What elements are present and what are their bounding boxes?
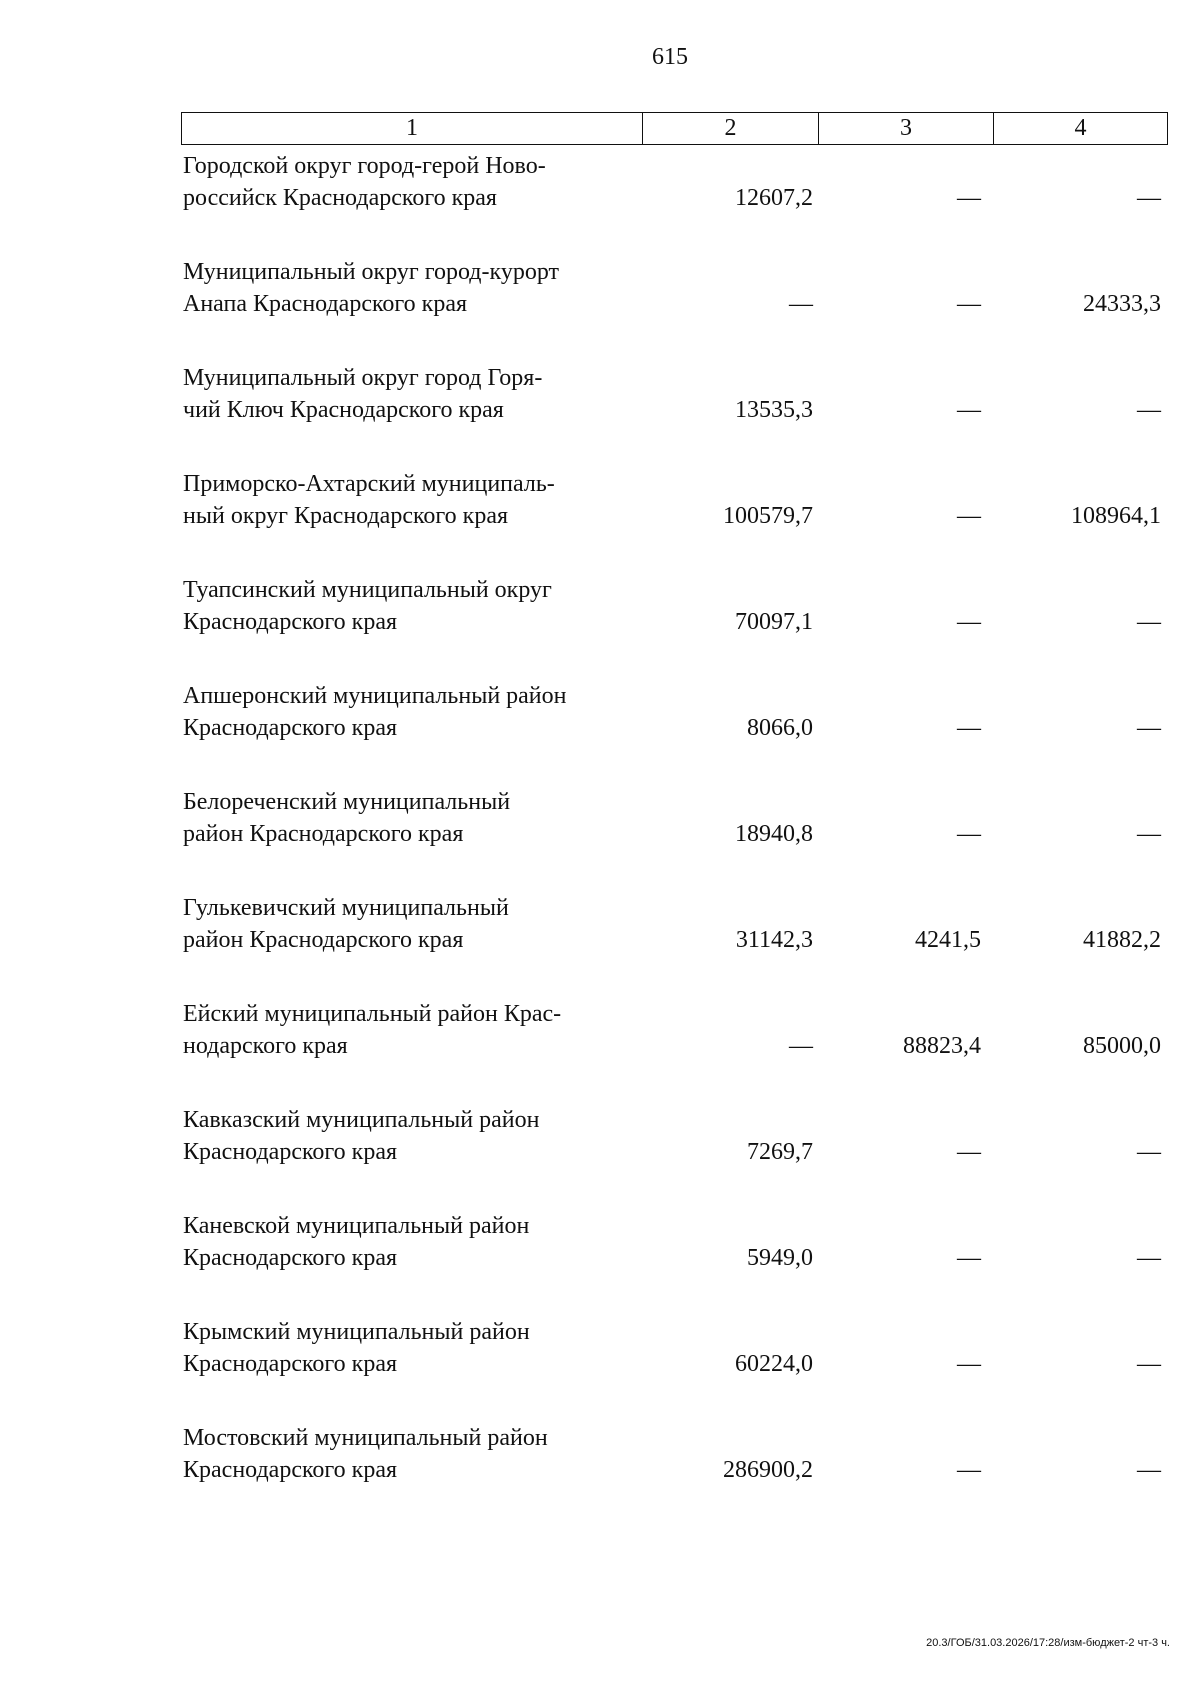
table-row — [181, 150, 1161, 256]
row-name: Кавказский муниципальный район Краснодарского края — [183, 1107, 540, 1165]
row-value-col2: 18940,8 — [735, 821, 813, 847]
column-header-4: 4 — [994, 113, 1168, 145]
row-value-col4: 24333,3 — [1083, 291, 1161, 317]
row-value-col2: 60224,0 — [735, 1351, 813, 1377]
row-value-col3: 88823,4 — [903, 1033, 981, 1059]
row-value-col2: — — [789, 1033, 813, 1059]
row-value-col2: 5949,0 — [747, 1245, 813, 1271]
table-row — [181, 1316, 1161, 1422]
row-name: Мостовский муниципальный район Краснодарского края — [183, 1425, 548, 1483]
row-value-col4: — — [1137, 1457, 1161, 1483]
row-value-col4: — — [1137, 715, 1161, 741]
table-row — [181, 256, 1161, 362]
row-value-col3: — — [957, 1351, 981, 1377]
table-row — [181, 574, 1161, 680]
row-value-col2: 13535,3 — [735, 397, 813, 423]
row-value-col3: — — [957, 185, 981, 211]
row-value-col4: — — [1137, 609, 1161, 635]
row-value-col4: — — [1137, 1245, 1161, 1271]
row-value-col2: 70097,1 — [735, 609, 813, 635]
row-value-col2: 8066,0 — [747, 715, 813, 741]
row-name: Приморско-Ахтарский муниципаль- ный округ Краснодарского края — [183, 471, 555, 529]
row-value-col2: — — [789, 291, 813, 317]
row-name: Ейский муниципальный район Крас- нодарского края — [183, 1001, 562, 1059]
row-value-col3: — — [957, 715, 981, 741]
row-value-col3: — — [957, 1245, 981, 1271]
row-value-col3: — — [957, 397, 981, 423]
table-row — [181, 680, 1161, 786]
row-value-col2: 100579,7 — [723, 503, 813, 529]
row-value-col4: 108964,1 — [1071, 503, 1161, 529]
row-value-col4: — — [1137, 185, 1161, 211]
table-body — [181, 150, 1161, 1528]
row-name: Белореченский муниципальный район Краснодарского края — [183, 789, 511, 847]
row-value-col2: 31142,3 — [735, 927, 813, 953]
row-value-col3: — — [957, 609, 981, 635]
row-value-col2: 7269,7 — [747, 1139, 813, 1165]
table-row — [181, 1422, 1161, 1528]
table-row — [181, 1104, 1161, 1210]
row-value-col3: — — [957, 503, 981, 529]
row-name: Городской округ город-герой Ново- российск Краснодарского края — [183, 153, 546, 211]
row-value-col4: — — [1137, 1351, 1161, 1377]
row-value-col4: 85000,0 — [1083, 1033, 1161, 1059]
row-name: Апшеронский муниципальный район Краснодарского края — [183, 683, 567, 741]
table-row — [181, 468, 1161, 574]
row-name: Крымский муниципальный район Краснодарского края — [183, 1319, 530, 1377]
column-header-table — [181, 112, 1168, 145]
column-header-row — [182, 113, 1168, 145]
page-number: 615 — [652, 44, 688, 70]
document-footer-code: 20.3/ГОБ/31.03.2026/17:28/изм-бюджет-2 чт-3 ч. — [926, 1637, 1170, 1649]
column-header-2: 2 — [643, 113, 819, 145]
row-value-col2: 286900,2 — [723, 1457, 813, 1483]
row-name: Туапсинский муниципальный округ Краснодарского края — [183, 577, 552, 635]
row-value-col3: — — [957, 821, 981, 847]
row-value-col4: — — [1137, 1139, 1161, 1165]
column-header-3: 3 — [819, 113, 994, 145]
row-value-col3: — — [957, 1139, 981, 1165]
row-value-col4: — — [1137, 397, 1161, 423]
table-row — [181, 362, 1161, 468]
column-header-1: 1 — [182, 113, 643, 145]
table-row — [181, 1210, 1161, 1316]
row-name: Муниципальный округ город Горя- чий Ключ Краснодарского края — [183, 365, 543, 423]
row-value-col3: 4241,5 — [915, 927, 981, 953]
row-name: Гулькевичский муниципальный район Краснодарского края — [183, 895, 509, 953]
row-value-col4: — — [1137, 821, 1161, 847]
row-name: Муниципальный округ город-курорт Анапа Краснодарского края — [183, 259, 559, 317]
table-row — [181, 998, 1161, 1104]
row-value-col3: — — [957, 1457, 981, 1483]
row-value-col3: — — [957, 291, 981, 317]
row-name: Каневской муниципальный район Краснодарского края — [183, 1213, 530, 1271]
row-value-col2: 12607,2 — [735, 185, 813, 211]
table-row — [181, 892, 1161, 998]
row-value-col4: 41882,2 — [1083, 927, 1161, 953]
table-row — [181, 786, 1161, 892]
